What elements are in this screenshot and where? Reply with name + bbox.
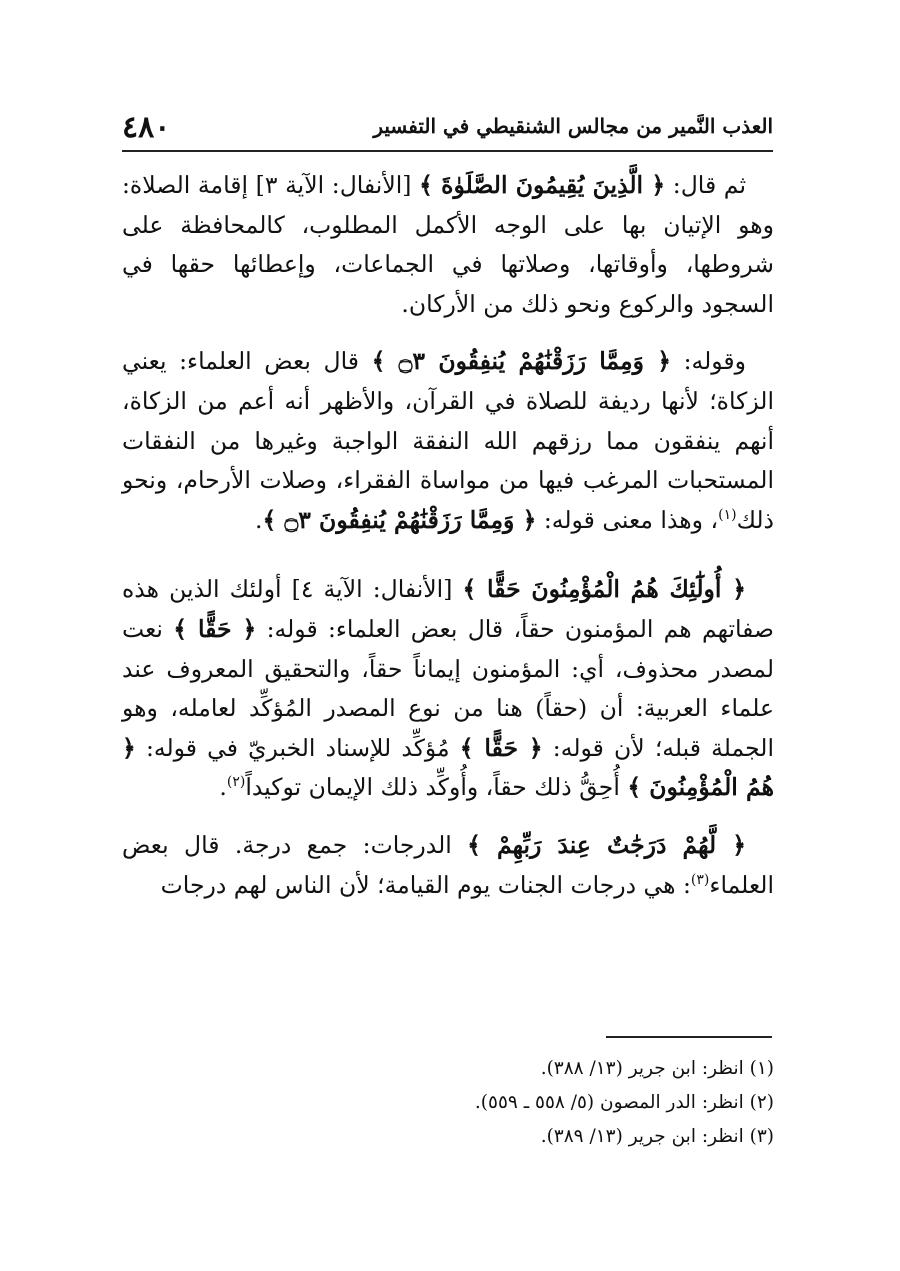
quran-verse: ﴿ وَمِمَّا رَزَقْنَٰهُمْ يُنفِقُونَ ۝٣ ﴾	[262, 505, 537, 534]
paragraph	[122, 166, 774, 324]
quran-verse: ﴿ الَّذِينَ يُقِيمُونَ الصَّلَوٰةَ ﴾	[419, 171, 666, 199]
text-run: .	[219, 773, 227, 802]
body-text	[122, 166, 774, 905]
text-run: .	[255, 505, 263, 534]
paragraph	[122, 826, 774, 905]
page-number: ٤٨٠	[122, 110, 171, 145]
paragraph	[122, 342, 774, 540]
running-title: العذب النَّمير من مجالس الشنقيطي في التفسير	[373, 114, 773, 138]
text-run: مُؤكِّد للإسناد الخبريّ في قوله:	[135, 733, 460, 762]
footnote: (٣) انظر: ابن جرير (١٣/ ٣٨٩).	[540, 1126, 774, 1147]
footnote-ref[interactable]: (١)	[718, 506, 737, 523]
text-run: : هي درجات الجنات يوم القيامة؛ لأن الناس لهم درجات	[160, 870, 691, 899]
paragraph	[122, 570, 774, 808]
text-run: نعت لمصدر محذوف، أي: المؤمنون إيماناً حقاً، والتحقيق المعروف عند علماء العربية: أن (حقاً) هنا من نوع المصدر المُؤكِّد لعامله، وهو الجملة قبله؛ لأن قوله:	[122, 614, 774, 762]
footnote: (١) انظر: ابن جرير (١٣/ ٣٨٨).	[540, 1058, 774, 1079]
quran-verse: ﴿ أُولَٰٓئِكَ هُمُ الْمُؤْمِنُونَ حَقًّا ﴾	[462, 575, 746, 604]
text-run: [الأنفال: الآية ٤] أولئك الذين هذه صفاتهم هم المؤمنون حقاً، قال بعض العلماء: قوله:	[122, 575, 774, 643]
text-run: قال بعض العلماء: يعني الزكاة؛ لأنها رديفة للصلاة في القرآن، والأظهر أنه أعم من الزكاة، أنهم ينفقون مما رزقهم الله النفقة الواجبة وغيرها من النفقات المستحبات المرغب فيها من مواساة الفقراء، وصلات الأرحام، ونحو ذلك	[122, 347, 774, 534]
footnote-separator	[606, 1036, 772, 1038]
footnote-ref[interactable]: (٢)	[226, 774, 246, 791]
footnote-ref[interactable]: (٣)	[690, 871, 710, 888]
text-run: ثم قال:	[665, 171, 746, 199]
text-run: ، وهذا معنى قوله:	[536, 505, 719, 534]
text-run: [الأنفال: الآية ٣] إقامة الصلاة: وهو الإتيان بها على الوجه الأكمل المطلوب، كالمحافظة على شروطها، وأوقاتها، وصلاتها في الجماعات، وإعطائها حقها في السجود والركوع ونحو ذلك من الأركان.	[122, 171, 774, 318]
page-header	[122, 104, 773, 152]
quran-verse: ﴿ لَّهُمْ دَرَجَٰتٌ عِندَ رَبِّهِمْ ﴾	[467, 830, 746, 859]
footnotes	[300, 1052, 774, 1154]
text-run: وقوله:	[671, 347, 747, 376]
quran-verse: ﴿ حَقًّا ﴾	[459, 733, 543, 762]
footnote: (٢) انظر: الدر المصون (٥/ ٥٥٨ ـ ٥٥٩).	[474, 1092, 774, 1113]
quran-verse: ﴿ حَقًّا ﴾	[173, 614, 257, 643]
quran-verse: ﴿ هُمُ الْمُؤْمِنُونَ ﴾	[122, 733, 774, 802]
quran-verse: ﴿ وَمِمَّا رَزَقْنَٰهُمْ يُنفِقُونَ ۝٣ ﴾	[371, 347, 672, 376]
text-run: الدرجات: جمع درجة. قال بعض العلماء	[122, 830, 774, 899]
text-run: أُحِقُّ ذلك حقاً، وأُوكِّد ذلك الإيمان توكيداً	[245, 773, 628, 802]
